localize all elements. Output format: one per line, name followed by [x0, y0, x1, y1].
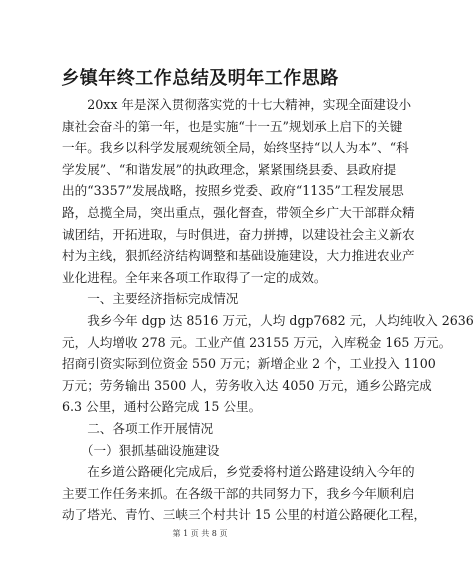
body-line: 康社会奋斗的第一年，也是实施“十一五”规划承上启下的关键 — [62, 118, 403, 134]
body-line: 我乡今年 dgp 达 8516 万元，人均 dgp7682 元，人均纯收入 2636 — [62, 312, 474, 328]
body-line: 业化进程。全年来各项工作取得了一定的成效。 — [62, 269, 327, 285]
subsection-heading: （一）狠抓基础设施建设 — [62, 442, 220, 458]
document-body — [62, 94, 474, 526]
body-line: 20xx 年是深入贯彻落实党的十七大精神，实现全面建设小 — [62, 97, 412, 112]
body-line: 招商引资实际到位资金 550 万元；新增企业 2 个，工业投入 1100 — [62, 356, 436, 372]
body-line: 在乡道公路硬化完成后，乡党委将村道公路建设纳入今年的 — [62, 464, 415, 480]
body-line: 元，人均增收 278 元。工业产值 23155 万元，入库税金 165 万元。 — [62, 334, 452, 350]
document-title: 乡镇年终工作总结及明年工作思路 — [61, 68, 339, 89]
section-heading: 一、主要经济指标完成情况 — [62, 291, 239, 307]
body-line: 村为主线，狠抓经济结构调整和基础设施建设，大力推进农业产 — [62, 248, 415, 264]
body-line: 路，总揽全局，突出重点，强化督查，带领全乡广大干部群众精 — [62, 204, 415, 220]
body-line: 出的“3357”发展战略，按照乡党委、政府“1135”工程发展思 — [62, 183, 404, 199]
page-footer: 第 1 页 共 8 页 — [172, 529, 228, 538]
body-line: 动了塔光、青竹、三峡三个村共计 15 公里的村道公路硬化工程， — [62, 507, 427, 523]
body-line: 6.3 公里，通村公路完成 15 公里。 — [62, 399, 262, 415]
body-line: 一年。我乡以科学发展观统领全局，始终坚持“以人为本”、“科 — [62, 140, 409, 156]
body-line: 诚团结，开拓进取，与时俱进，奋力拼搏，以建设社会主义新农 — [62, 226, 415, 242]
body-line: 万元；劳务输出 3500 人，劳务收入达 4050 万元，通乡公路完成 — [62, 377, 432, 393]
body-line: 主要工作任务来抓。在各级干部的共同努力下，我乡今年顺利启 — [62, 485, 415, 501]
section-heading: 二、各项工作开展情况 — [62, 420, 214, 436]
body-line: 学发展”、“和谐发展”的执政理念，紧紧围绕县委、县政府提 — [62, 161, 397, 177]
